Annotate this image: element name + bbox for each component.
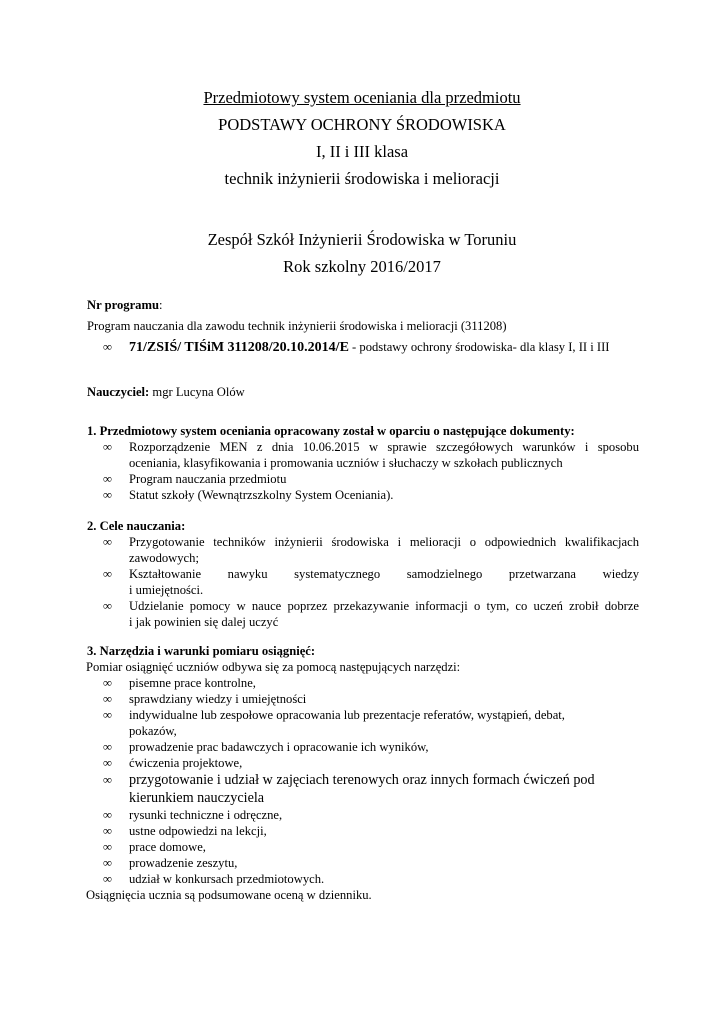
school-year: Rok szkolny 2016/2017 [283, 257, 441, 276]
list-item-line: Statut szkoły (Wewnątrzszkolny System Oceniania). [129, 488, 394, 502]
infinity-bullet-icon: ∞ [103, 824, 112, 838]
title-subject: PODSTAWY OCHRONY ŚRODOWISKA [218, 115, 506, 134]
infinity-bullet-icon: ∞ [103, 599, 112, 613]
title-line-1: Przedmiotowy system oceniania dla przedmiotu [203, 88, 521, 107]
section-3-heading: 3. Narzędzia i warunki pomiaru osiągnięć: [87, 644, 316, 658]
list-item-line: i jak powinien się dalej uczyć [129, 615, 279, 629]
list-item-line: kierunkiem nauczyciela [129, 790, 265, 806]
list-item-line: indywidualne lub zespołowe opracowania lub prezentacje referatów, wystąpień, debat, [129, 708, 565, 722]
list-item [87, 471, 639, 487]
list-item [87, 855, 639, 871]
list-item [87, 691, 639, 707]
document-title-block [0, 84, 724, 192]
infinity-bullet-icon: ∞ [103, 708, 112, 722]
list-item [87, 439, 639, 471]
section-2-list [87, 534, 639, 630]
program-code-suffix: - podstawy ochrony środowiska- dla klasy I, II i III [348, 340, 610, 354]
infinity-bullet-icon: ∞ [103, 756, 112, 770]
teacher-section [87, 384, 639, 400]
program-colon: : [158, 298, 163, 312]
list-item-line: prowadzenie zeszytu, [129, 856, 238, 870]
list-item-line: Rozporządzenie MEN z dnia 10.06.2015 w sprawie szczegółowych warunków i sposobu [129, 440, 639, 454]
list-item [87, 871, 639, 887]
program-code-row [87, 339, 639, 356]
list-item-line: przygotowanie i udział w zajęciach terenowych oraz innych formach ćwiczeń pod [129, 772, 595, 788]
list-item-line: zawodowych; [129, 551, 199, 565]
list-item-line: Kształtowanie nawyku systematycznego samodzielnego przetwarzana wiedzy [129, 567, 639, 581]
program-label: Nr programu [87, 298, 159, 312]
list-item-line: ustne odpowiedzi na lekcji, [129, 824, 267, 838]
section-2-heading: 2. Cele nauczania: [87, 519, 186, 533]
school-name: Zespół Szkół Inżynierii Środowiska w Toruniu [207, 230, 517, 249]
list-item-line: pokazów, [129, 724, 177, 738]
title-classes: I, II i III klasa [315, 142, 409, 161]
teacher-label: Nauczyciel: [87, 385, 150, 399]
list-item [87, 739, 639, 755]
list-item-line: Przygotowanie techników inżynierii środowiska i melioracji o odpowiednich kwalifikacjach [129, 535, 639, 549]
list-item-line: Udzielanie pomocy w nauce poprzez przekazywanie informacji o tym, co uczeń zrobił dobrze [129, 599, 639, 613]
infinity-bullet-icon: ∞ [103, 773, 112, 787]
infinity-bullet-icon: ∞ [103, 488, 112, 502]
list-item-line: rysunki techniczne i odręczne, [129, 808, 283, 822]
program-label-line [87, 297, 639, 313]
list-item [87, 566, 639, 598]
list-item-line: Program nauczania przedmiotu [129, 472, 287, 486]
section-1-heading: 1. Przedmiotowy system oceniania opracowany został w oparciu o następujące dokumenty: [87, 424, 575, 438]
infinity-bullet-icon: ∞ [103, 856, 112, 870]
list-item [87, 771, 639, 807]
program-code: 71/ZSIŚ/ TIŚiM 311208/20.10.2014/E [129, 340, 349, 355]
section-1-list [87, 439, 639, 503]
infinity-bullet-icon: ∞ [103, 567, 112, 581]
section-1 [87, 423, 639, 503]
list-item-line: udział w konkursach przedmiotowych. [129, 872, 325, 886]
title-profession: technik inżynierii środowiska i melioracji [224, 169, 500, 188]
section-2 [87, 518, 639, 630]
list-item-line: sprawdziany wiedzy i umiejętności [129, 692, 307, 706]
infinity-bullet-icon: ∞ [103, 808, 112, 822]
infinity-bullet-icon: ∞ [103, 840, 112, 854]
list-item-line: prowadzenie prac badawczych i opracowanie ich wyników, [129, 740, 429, 754]
list-item [87, 675, 639, 691]
infinity-bullet-icon: ∞ [103, 676, 112, 690]
list-item [87, 534, 639, 566]
list-item [87, 598, 639, 630]
program-description: Program nauczania dla zawodu technik inżynierii środowiska i melioracji (311208) [87, 319, 507, 333]
list-item [87, 839, 639, 855]
list-item-line: ćwiczenia projektowe, [129, 756, 243, 770]
list-item-line: pisemne prace kontrolne, [129, 676, 256, 690]
school-block [0, 226, 724, 280]
list-item-line: oceniania, klasyfikowania i promowania uczniów i słuchaczy w szkołach publicznych [129, 456, 563, 470]
infinity-bullet-icon: ∞ [103, 692, 112, 706]
infinity-bullet-icon: ∞ [103, 440, 112, 454]
list-item [87, 487, 639, 503]
list-item [87, 755, 639, 771]
list-item-line: prace domowe, [129, 840, 206, 854]
program-section [87, 297, 639, 356]
list-item-line: i umiejętności. [129, 583, 204, 597]
teacher-line [87, 384, 639, 400]
section-3-list [87, 675, 639, 887]
list-item [87, 807, 639, 823]
infinity-bullet-icon: ∞ [103, 472, 112, 486]
infinity-bullet-icon: ∞ [103, 535, 112, 549]
list-item [87, 823, 639, 839]
infinity-bullet-icon: ∞ [103, 872, 112, 886]
infinity-bullet-icon: ∞ [103, 340, 112, 354]
teacher-name: mgr Lucyna Olów [149, 385, 245, 399]
section-3-intro: Pomiar osiągnięć uczniów odbywa się za pomocą następujących narzędzi: [86, 660, 461, 674]
infinity-bullet-icon: ∞ [103, 740, 112, 754]
section-3-outro: Osiągnięcia ucznia są podsumowane oceną w dzienniku. [86, 888, 372, 902]
section-3 [87, 643, 639, 903]
list-item [87, 707, 639, 739]
